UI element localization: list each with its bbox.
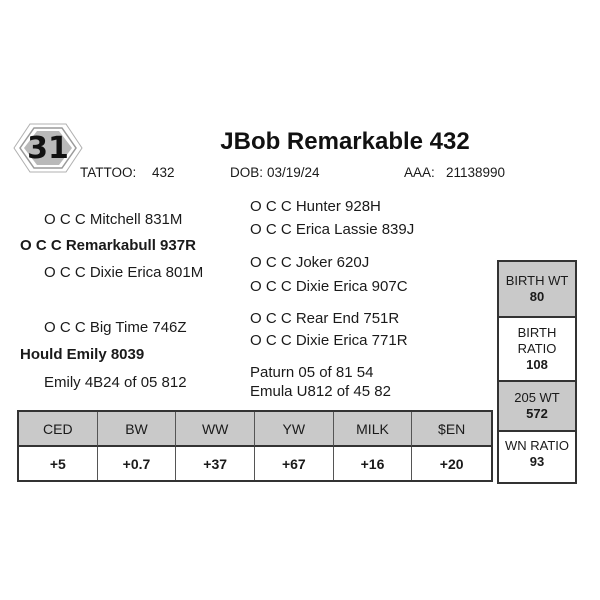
pedigree-sire-sire: O C C Mitchell 831M — [44, 211, 183, 228]
aaa-value: 21138990 — [446, 165, 506, 180]
pedigree-sd-dam: O C C Dixie Erica 907C — [250, 278, 408, 295]
epd-value-bw: +0.7 — [98, 447, 177, 480]
wn-ratio-box — [499, 432, 575, 482]
epd-header-milk: MILK — [334, 412, 413, 447]
birth-ratio-value: 108 — [526, 357, 548, 372]
dob-label: DOB: — [230, 165, 264, 180]
epd-value-ww: +37 — [176, 447, 255, 480]
epd-header-yw: YW — [255, 412, 334, 447]
lot-number: 31 — [27, 130, 69, 166]
ratio-panel — [497, 260, 577, 484]
epd-value-en: +20 — [412, 447, 491, 480]
wt205-value: 572 — [526, 406, 548, 421]
epd-header-ww: WW — [176, 412, 255, 447]
epd-table — [17, 410, 493, 482]
pedigree-dd-sire: Paturn 05 of 81 54 — [250, 364, 374, 381]
wt205-label: 205 WT — [514, 390, 560, 405]
animal-name: JBob Remarkable 432 — [220, 128, 470, 155]
epd-header-en: $EN — [412, 412, 491, 447]
epd-header-ced: CED — [19, 412, 98, 447]
wn-ratio-label: WN RATIO — [504, 438, 570, 453]
aaa-label: AAA: — [404, 165, 435, 180]
tattoo-value: 432 — [152, 165, 175, 180]
birth-wt-box — [499, 262, 575, 318]
birth-ratio-label-line2: RATIO — [517, 341, 557, 356]
pedigree-ds-dam: O C C Dixie Erica 771R — [250, 332, 408, 349]
pedigree-sire: O C C Remarkabull 937R — [20, 237, 196, 254]
pedigree-ss-sire: O C C Hunter 928H — [250, 198, 381, 215]
pedigree-dam: Hould Emily 8039 — [20, 346, 145, 363]
pedigree-ss-dam: O C C Erica Lassie 839J — [250, 221, 415, 238]
birth-ratio-box — [499, 318, 575, 382]
birth-wt-label: BIRTH WT — [505, 273, 569, 288]
pedigree-ds-sire: O C C Rear End 751R — [250, 310, 400, 327]
pedigree-sire-dam: O C C Dixie Erica 801M — [44, 264, 204, 281]
epd-value-milk: +16 — [334, 447, 413, 480]
epd-value-ced: +5 — [19, 447, 98, 480]
epd-value-yw: +67 — [255, 447, 334, 480]
pedigree-dam-sire: O C C Big Time 746Z — [44, 319, 187, 336]
birth-wt-value: 80 — [529, 289, 545, 304]
pedigree-dd-dam: Emula U812 of 45 82 — [250, 383, 391, 400]
wn-ratio-value: 93 — [529, 454, 545, 469]
tattoo-label: TATTOO: — [80, 165, 137, 180]
dob-value: 03/19/24 — [267, 165, 320, 180]
birth-ratio-label-line1: BIRTH — [517, 325, 557, 340]
pedigree-dam-dam: Emily 4B24 of 05 812 — [44, 374, 187, 391]
pedigree-sd-sire: O C C Joker 620J — [250, 254, 370, 271]
epd-header-bw: BW — [98, 412, 177, 447]
wt205-box — [499, 382, 575, 432]
